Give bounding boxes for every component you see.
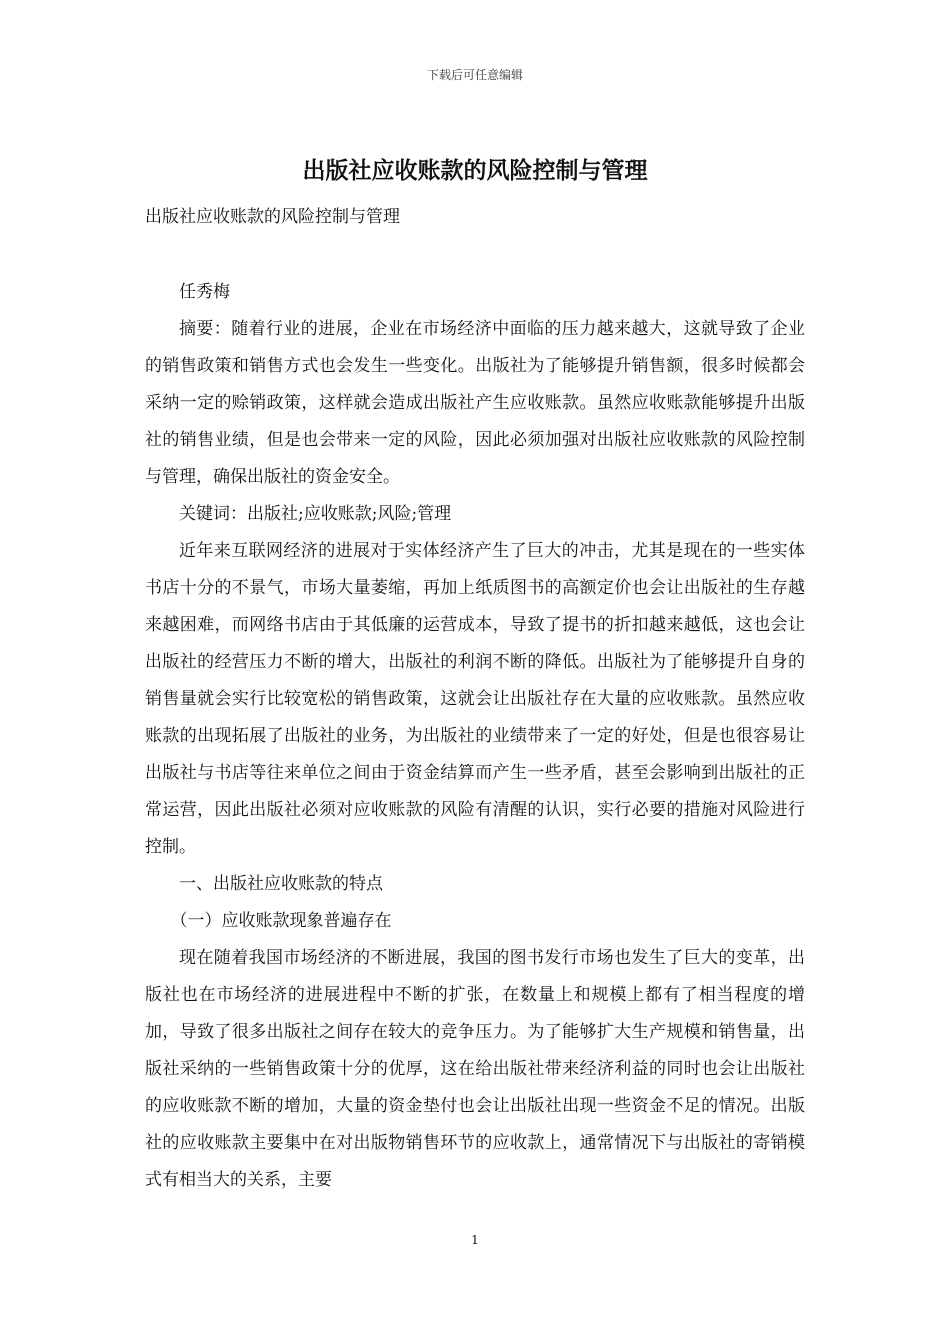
abstract-paragraph: 摘要：随着行业的进展，企业在市场经济中面临的压力越来越大，这就导致了企业的销售政策和销售方式也会发生一些变化。出版社为了能够提升销售额，很多时候都会采纳一定的赊销政策，这样就会造成出版社产生应收账款。虽然应收账款能够提升出版社的销售业绩，但是也会带来一定的风险，因此必须加强对出版社应收账款的风险控制与管理，确保出版社的资金安全。	[145, 319, 805, 487]
body-paragraph: 现在随着我国市场经济的不断进展，我国的图书发行市场也发生了巨大的变革，出版社也在市场经济的进展进程中不断的扩张，在数量上和规模上都有了相当程度的增加，导致了很多出版社之间存在较大的竞争压力。为了能够扩大生产规模和销售量，出版社采纳的一些销售政策十分的优厚，这在给出版社带来经济利益的同时也会让出版社的应收账款不断的增加，大量的资金垫付也会让出版社出现一些资金不足的情况。出版社的应收账款主要集中在对出版物销售环节的应收款上，通常情况下与出版社的寄销模式有相当大的关系，主要	[145, 948, 805, 1190]
document-title: 出版社应收账款的风险控制与管理	[302, 157, 648, 184]
document-body	[145, 274, 805, 1199]
page-number: 1	[471, 1233, 479, 1247]
author-line: 任秀梅	[179, 282, 230, 302]
section-heading: 一、出版社应收账款的特点	[179, 874, 383, 894]
document-subtitle: 出版社应收账款的风险控制与管理	[145, 207, 400, 227]
subsection-heading: （一）应收账款现象普遍存在	[170, 911, 392, 931]
header-note: 下载后可任意编辑	[426, 68, 523, 82]
intro-paragraph: 近年来互联网经济的进展对于实体经济产生了巨大的冲击，尤其是现在的一些实体书店十分的不景气，市场大量萎缩，再加上纸质图书的高额定价也会让出版社的生存越来越困难，而网络书店由于其低廉的运营成本，导致了提书的折扣越来越低，这也会让出版社的经营压力不断的增大，出版社的利润不断的降低。出版社为了能够提升自身的销售量就会实行比较宽松的销售政策，这就会让出版社存在大量的应收账款。虽然应收账款的出现拓展了出版社的业务，为出版社的业绩带来了一定的好处，但是也很容易让出版社与书店等往来单位之间由于资金结算而产生一些矛盾，甚至会影响到出版社的正常运营，因此出版社必须对应收账款的风险有清醒的认识，实行必要的措施对风险进行控制。	[145, 541, 805, 857]
keywords-line: 关键词：出版社;应收账款;风险;管理	[179, 504, 452, 524]
